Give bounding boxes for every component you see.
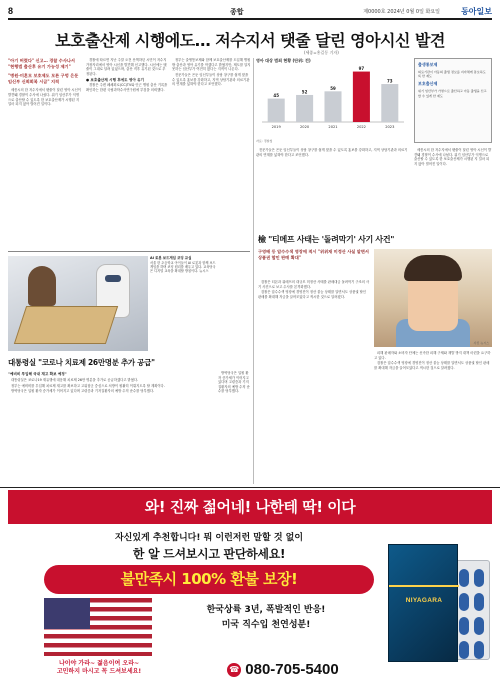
main-column-heading: ● 보호출산제 시행 후에도 영아 유기	[86, 77, 144, 82]
main-paragraph: 세종시의 한 저수지에서 탯줄이 달린 영아 시신이 발견돼 경찰이 수사에 나섰다. 위기 임산부가 익명으로 출산할 수 있도록 한 보호출산제가 시행된 지 얼마 되지 않아 벌어진 일이다.	[414, 148, 492, 166]
paper-logo: 동아일보	[461, 6, 492, 16]
chart-title: 영아 대상 범죄 현황 (단위: 건)	[256, 58, 311, 63]
chart-value-label: 73	[387, 78, 393, 84]
tmon-article-col-2	[374, 351, 492, 484]
covid-article	[8, 371, 216, 483]
ad-line-3: 한국상륙 3년, 폭발적인 반응!	[206, 605, 326, 615]
infobox-body-2: 위기 임산부가 가명으로 출산하고 아동 출생을 신고할 수 있게 한 제도	[418, 89, 487, 98]
main-article-col-1	[8, 58, 82, 248]
section-name: 종합	[230, 8, 244, 16]
term-infobox	[414, 58, 492, 143]
tmon-paragraph: 검찰은 티몬과 위메프의 대규모 미정산 사태를 판매대금 돌려막기 구조의 사기 사건으로 보고 수사를 본격화했다.	[258, 280, 370, 289]
product-stripe	[389, 585, 459, 587]
photo-board	[14, 306, 118, 344]
main-article-col-5	[414, 148, 492, 228]
chart-bar-2021	[324, 91, 341, 122]
chart-svg	[256, 64, 410, 134]
byline: (세종=홍길동 기자)	[304, 50, 339, 55]
chart-tick-label: 2021	[328, 125, 338, 129]
main-paragraph: 세종시의 한 저수지에서 탯줄이 달린 영아 시신이 발견돼 경찰이 수사에 나섰다. 위기 임산부가 익명으로 출산할 수 있도록 한 보호출산제가 시행된 지 얼마 되지 않아 벌어진 일이다.	[8, 88, 81, 107]
chart-tick-label: 2023	[385, 125, 395, 129]
tmon-paragraph: 검찰은 압수수색 영장에 경영진이 정산 불능 상태를 알면서도 상품권 할인 판매를 확대해 자금을 끌어모았다고 적시한 것으로 알려졌다.	[374, 361, 490, 370]
main-paragraph: 전문가들은 은둔 임신부들이 상담 창구를 쉽게 찾을 수 있도록 홍보를 강화하고, 지역 상담기관과 의료기관의 연계를 넓혀야 한다고 조언했다.	[256, 148, 408, 157]
ad-slogan: 나이야 가라~ 젊음이여 오라~ 고민하지 마시고 꼭 드셔보세요!	[56, 660, 142, 675]
chart-source: 자료: 경찰청	[256, 139, 273, 143]
masthead	[8, 6, 492, 20]
column-divider	[253, 58, 254, 484]
photo-child	[28, 266, 56, 306]
chart-value-label: 45	[273, 93, 279, 99]
chart-bar-2022	[353, 72, 370, 122]
issue-meta: 제0000호 2024년 0월 0일 화요일	[363, 9, 440, 15]
covid-paragraph: 방역당국은 입원 환자 증가세가 이어지고 있다며 고령층과 기저질환자의 예방 수칙 준수를 당부했다.	[218, 371, 250, 394]
chart-tick-label: 2019	[271, 125, 281, 129]
main-subhead-2: "병원·미혼모 보호제도 모른 구멍 은둔 임신부 신뢰회복 시급" 지적	[8, 73, 79, 84]
robot-class-photo	[8, 256, 148, 351]
covid-paragraph: 정부는 예비비를 투입해 치료제 재고를 확보하고 고위험군 중심으로 처방이 원활히 이뤄지도록 할 계획이다.	[11, 383, 165, 388]
phone-icon: ☎	[227, 663, 241, 677]
tmon-article-col-1	[258, 280, 370, 484]
covid-paragraph: 대통령실은 코로나19 재유행에 대응해 치료제 26만 명분을 추가로 공급하겠다고 밝혔다.	[11, 377, 139, 382]
covid-headline: 대통령실 "코로나 치료제 26만명분 추가 공급"	[8, 358, 155, 367]
covid-article-tail	[218, 371, 250, 483]
ad-line-1: 자신있게 추천합니다! 뭐 이런저런 말할 것 없이	[114, 533, 304, 543]
child-photo	[374, 249, 492, 347]
page-number: 8	[8, 6, 14, 16]
main-paragraph: 경찰에 따르면 지난 주말 오전 산책하던 시민이 저수지 가장자리에서 영아 시신을 발견해 신고했다. 시신에는 탯줄이 그대로 달려 있었으며, 출산 직후 유기된 것으로 추정된다.	[86, 58, 167, 76]
tmon-headline: 檢 "티메프 사태는 '돌려막기' 사기 사건"	[258, 235, 395, 244]
photo-caption-body: 서울 한 초등학교 아이들이 AI 로봇과 함께 보드게임을 하며 코딩 원리를 배우고 있다. 교육당국은 디지털 교육을 확대할 방침이다. 뉴시스	[150, 260, 216, 274]
main-paragraph: 전문가들은 은둔 임신부들이 상담 창구를 쉽게 찾을 수 있도록 홍보를 강화하고, 지역 상담기관과 의료기관의 연계를 넓혀야 한다고 조언했다.	[172, 72, 250, 87]
us-flag-icon	[44, 598, 152, 656]
infobox-body-1: 의료기관이 아동의 출생 정보를 지자체에 통보하도록 한 제도	[418, 70, 486, 79]
tmon-subhead: 구영배 등 압수수색 영장에 적시 "위위재 미정산 사실 알면서 상품권 할인 판매 확대"	[258, 249, 369, 260]
main-subhead-1: "아기 버렸다" 신고… 경찰 수사나서 "현행법 출산후 유기 가능성 제기"	[8, 58, 75, 69]
tmon-paragraph: 검찰은 압수수색 영장에 경영진이 정산 불능 상태를 알면서도 상품권 할인 판매를 확대해 자금을 끌어모았다고 적시한 것으로 알려졌다.	[258, 290, 366, 299]
tmon-paragraph: 피해 판매자와 소비자 단체는 신속한 피해 구제와 재발 방지 대책 마련을 요구하고 있다.	[374, 351, 491, 360]
chart-value-label: 97	[358, 66, 365, 72]
chart-value-label: 59	[330, 85, 336, 91]
chart-tick-label: 2020	[300, 125, 310, 129]
chart-bar-2020	[296, 95, 313, 122]
photo-child-hair	[404, 255, 462, 281]
photo-caption-title: AI 로봇 보드게임 코딩 교실	[150, 256, 192, 260]
main-article-col-2	[86, 58, 168, 248]
product-image	[382, 530, 492, 680]
photo-caption	[150, 256, 216, 274]
main-headline: 보호출산제 시행에도… 저수지서 탯줄 달린 영아시신 발견	[55, 31, 445, 50]
main-article-col-4	[256, 148, 410, 228]
main-paragraph: 경찰은 주변 폐쇄회로(CC)TV와 인근 병원 출산 기록을 확인하는 한편 국립과학수사연구원에 부검을 의뢰했다.	[86, 83, 168, 92]
chart-tick-label: 2022	[356, 125, 366, 129]
advertisement	[0, 487, 500, 691]
covid-paragraph: 방역당국은 입원 환자 증가세가 이어지고 있다며 고령층과 기저질환자의 예방 수칙 준수를 당부했다.	[11, 389, 155, 394]
main-paragraph: 정부는 출생통보제와 함께 보호출산제를 도입해 병원 밖 출산과 영아 유기를 막겠다고 밝혔지만, 제도를 알지 못하는 임산부가 여전히 많다는 지적이 나온다.	[172, 58, 251, 72]
ad-refund-guarantee: 불만족시 100% 환불 보장!	[44, 565, 374, 594]
product-name: NIYAGARA	[405, 597, 443, 604]
crime-chart	[256, 58, 410, 143]
chart-value-label: 52	[301, 89, 308, 95]
ad-phone	[188, 659, 378, 681]
product-box	[388, 544, 458, 662]
ad-banner: 와! 진짜 젊어네! 나한테 딱! 이다	[8, 490, 492, 524]
chart-bar-2019	[268, 99, 285, 122]
infobox-title-1: 출생통보제	[418, 62, 438, 67]
main-article-col-3	[172, 58, 252, 248]
section-divider	[8, 251, 250, 252]
ad-phone-number: 080-705-5400	[245, 661, 339, 678]
photo-credit: 사진 뉴시스	[473, 341, 489, 345]
ad-line-4: 미국 직수입 천연성분!	[221, 620, 311, 630]
ad-line-2: 한 알 드셔보시고 판단하세요!	[132, 547, 286, 561]
chart-bar-2023	[381, 84, 398, 122]
covid-subhead: "예비비 투입해 국내 재고 확보 예정"	[8, 372, 67, 376]
infobox-title-2: 보호출산제	[418, 81, 438, 87]
